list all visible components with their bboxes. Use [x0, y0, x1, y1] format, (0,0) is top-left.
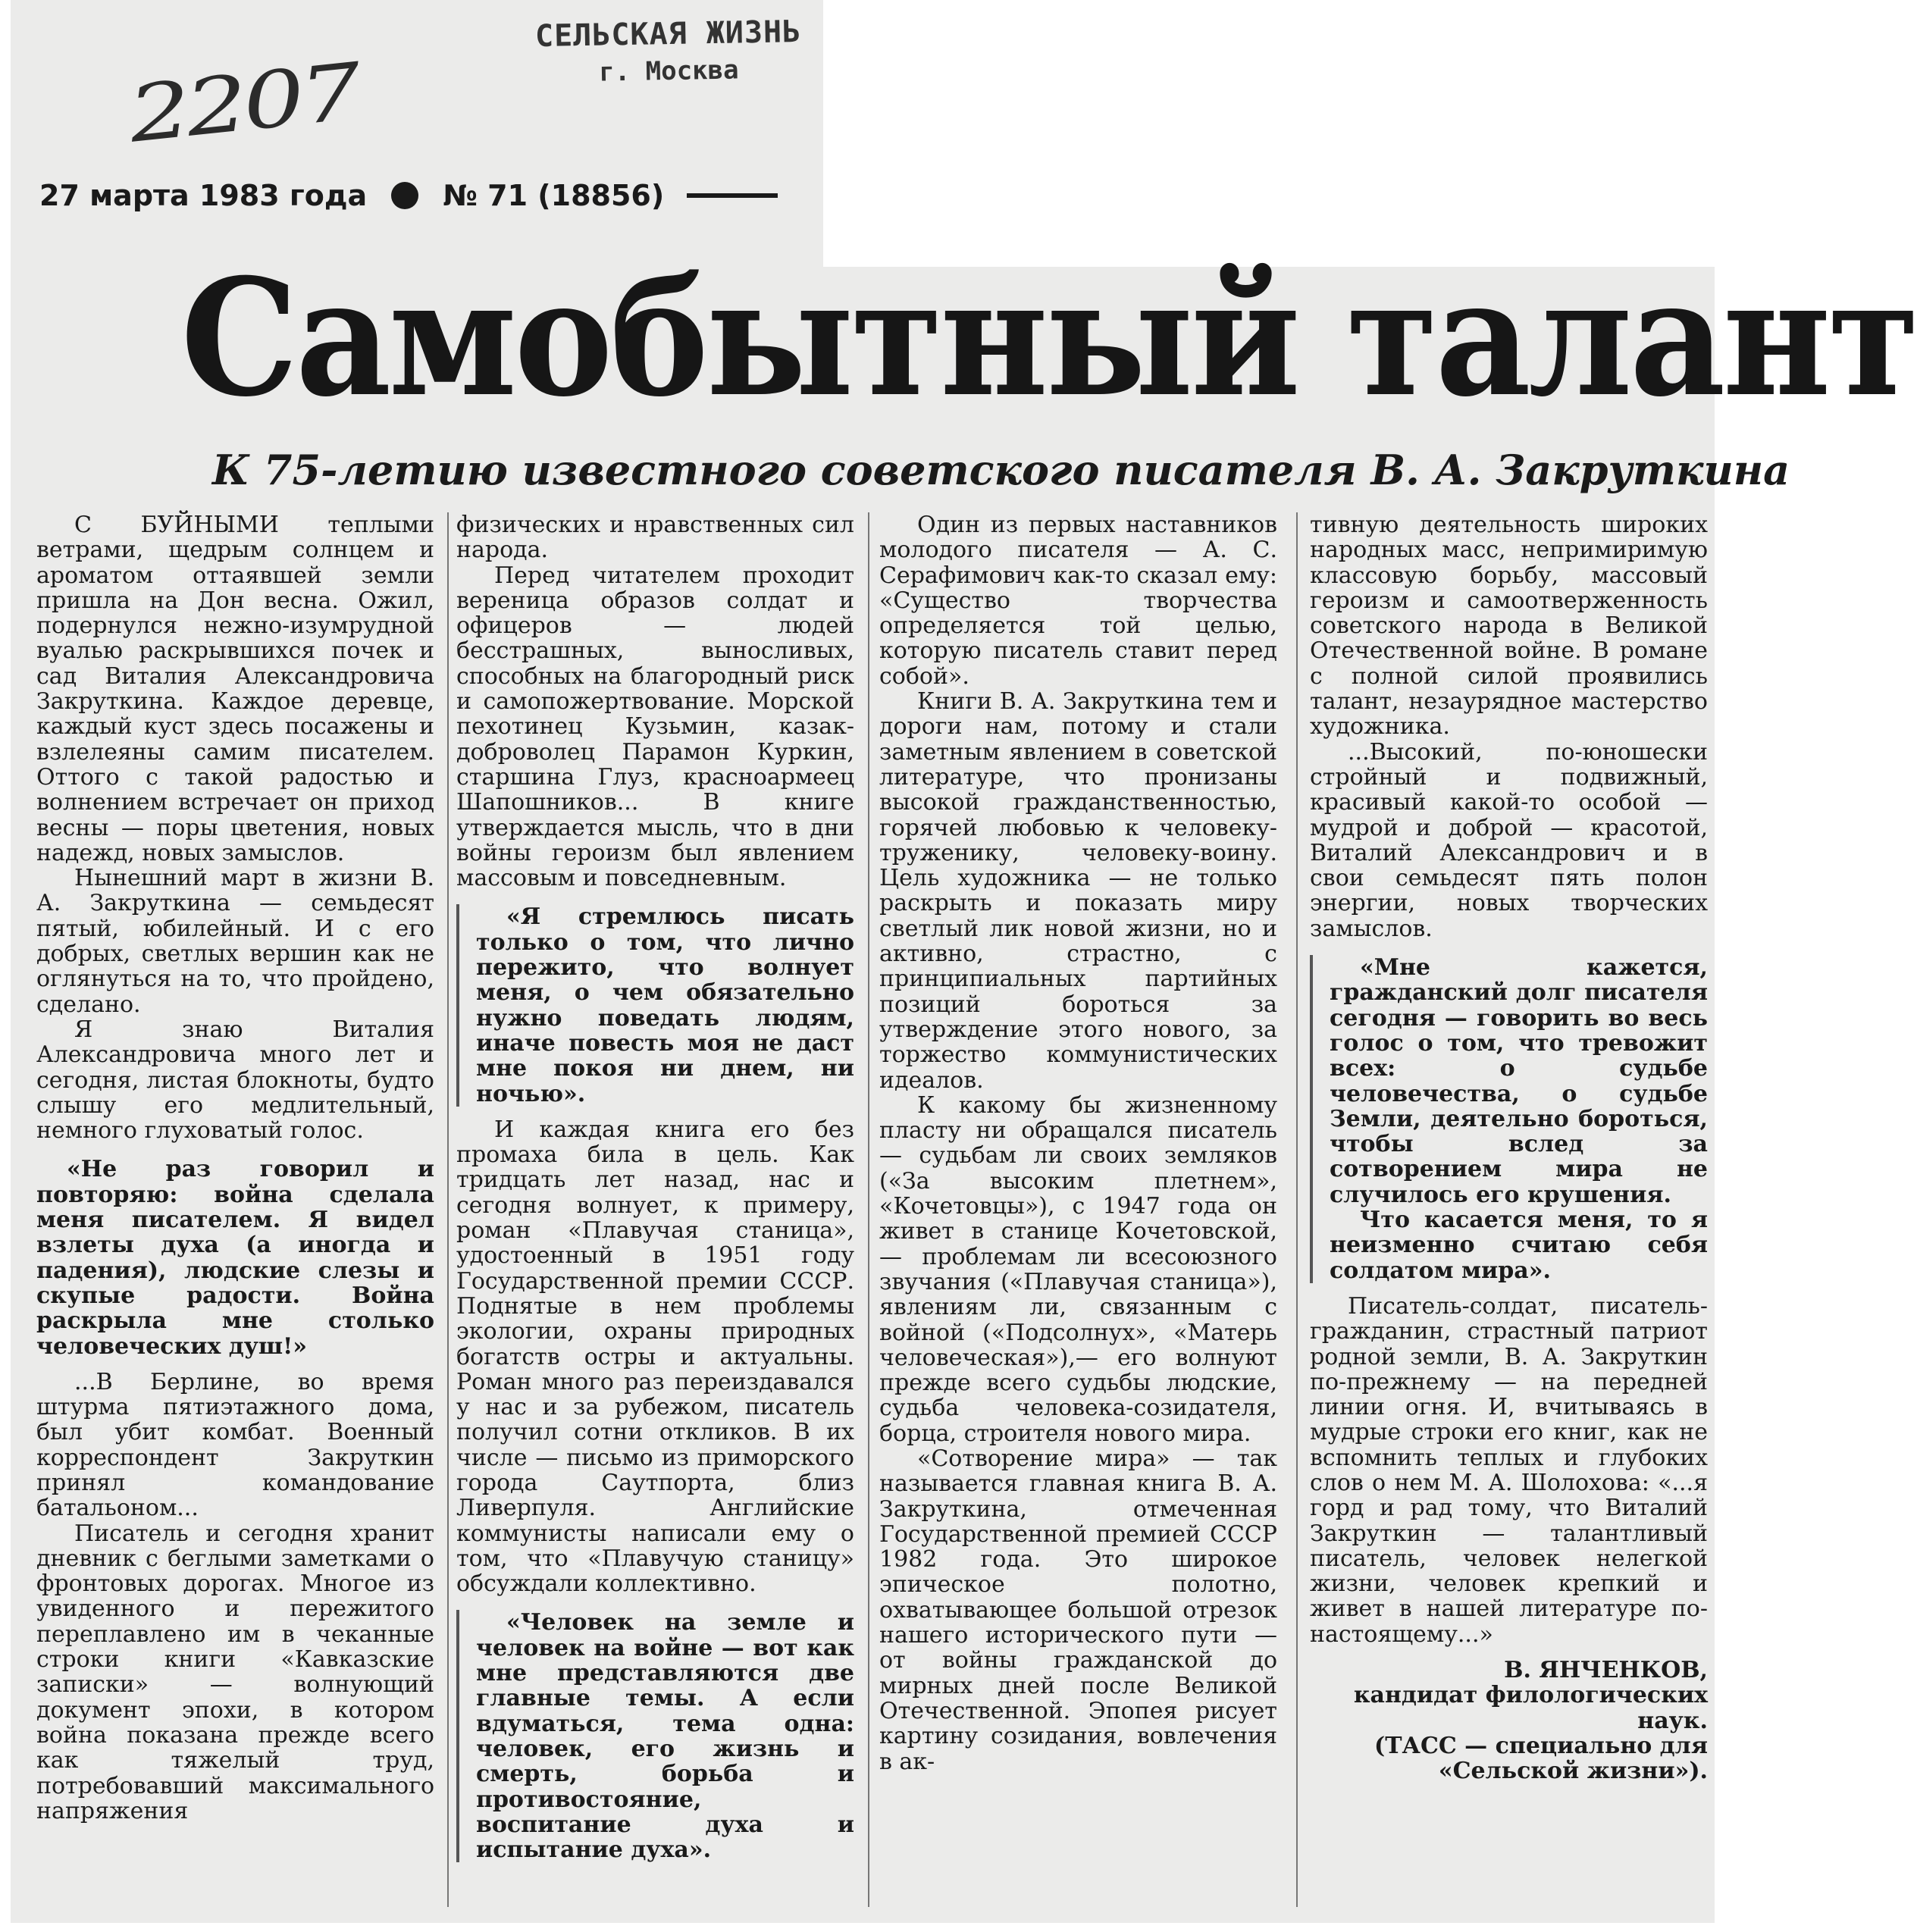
paragraph: тивную деятельность широких народных масс, непримиримую классовую борьбу, массовый героизм и самоотверженность советского народа в Великой Отечественной войне. В романе с полной силой проявились талант, незаурядное мастерство художника. — [1310, 512, 1708, 741]
article-column-2 — [456, 512, 854, 1873]
paragraph: Я знаю Виталия Александровича много лет и сегодня, листая блокноты, будто слышу его медлительный, немного глуховатый голос. — [36, 1016, 434, 1144]
stamp-city: г. Москва — [598, 55, 739, 88]
quote-text: «Я стремлюсь писать только о том, что лично пережито, что волнует меня, о чем обязательно нужно поведать людям, иначе повесть моя не даст мне покоя ни днем, ни ночью». — [476, 903, 854, 1107]
dateline-rule — [687, 193, 778, 198]
source-credit: (ТАСС — специально для «Сельской жизни»). — [1374, 1732, 1708, 1785]
issue-date: 27 марта 1983 года — [39, 179, 368, 212]
paragraph: Писатель и сегодня хранит дневник с беглыми заметками о фронтовых дорогах. Многое из увиденного и пережитого переплавлено им в чеканные строки книги «Кавказские записки» — волнующий документ эпохи, в котором война показана прежде всего как тяжелый труд, потребовавший максимального напряжения — [36, 1520, 434, 1824]
paragraph: К какому бы жизненному пласту ни обращался писатель — судьбам ли своих земляков («За высоким плетнем», «Кочетовцы»), с 1947 года он живет в станице Кочетовской, — проблемам ли всесоюзного звучания («Плавучая станица»), явлениям ли, связанным с войной («Подсолнух», «Матерь человеческая»),— его волнуют прежде всего судьбы людские, судьба человека-созидателя, борца, строителя нового мира. — [879, 1091, 1277, 1447]
paragraph: «Сотворение мира» — так называется главная книга В. А. Закруткина, отмеченная Государственной премией СССР 1982 года. Это широкое эпическое полотно, охватывающее большой отрезок нашего исторического пути — от войны гражданской до мирных дней после Великой Отечественной. Эпопея рисует картину созидания, вовлечения в ак- — [879, 1445, 1277, 1775]
bullet-dot-icon — [391, 182, 418, 209]
pull-quote — [1310, 955, 1708, 1283]
article-column-1 — [36, 512, 434, 1824]
paragraph: Книги В. А. Закруткина тем и дороги нам, потому и стали заметным явлением в советской литературе, что пронизаны высокой гражданственностью, горячей любовью к человеку-труженику, человеку-воину. Цель художника — не только раскрыть и показать миру светлый лик новой жизни, но и активно, страстно, с принципиальных партийных позиций бороться за утверждение этого нового, за торжество коммунистических идеалов. — [879, 688, 1277, 1094]
newspaper-stamp — [509, 14, 829, 89]
pull-quote — [36, 1157, 434, 1358]
author-name: В. ЯНЧЕНКОВ, — [1504, 1657, 1708, 1684]
paragraph: С БУЙНЫМИ теплыми ветрами, щедрым солнцем и ароматом оттаявшей земли пришла на Дон весна. Ожил, подернулся нежно-изумрудной вуалью раскрывшихся почек и сад Виталия Александровича Закруткина. Каждое деревце, каждый куст здесь посажены и взлелеяны самим писателем. Оттого с такой радостью и волнением встречает он приход весны — поры цветения, новых надежд, новых замыслов. — [36, 512, 434, 866]
paragraph: Перед читателем проходит вереница образов солдат и офицеров — людей бесстрашных, выносливых, способных на благородный риск и самопожертвование. Морской пехотинец Кузьмин, казак-доброволец Парамон Куркин, старшина Глуз, красноармеец Шапошников... В книге утверждается мысль, что в дни войны героизм был явлением массовым и повседневным. — [456, 562, 854, 892]
quote-text: Что касается меня, то я неизменно считаю себя солдатом мира». — [1330, 1207, 1708, 1284]
subheadline: К 75-летию известного советского писателя В. А. Закруткина — [212, 446, 1790, 494]
quote-text: «Человек на земле и человек на войне — вот как мне представляются две главные темы. А если вдуматься, тема одна: человек, его жизнь и смерть, борьба и противостояние, воспитание духа и испытание духа». — [476, 1609, 854, 1864]
issue-number: № 71 (18856) — [443, 179, 665, 212]
article-column-3 — [879, 512, 1277, 1774]
paragraph: И каждая книга его без промаха била в цель. Как тридцать лет назад, нас и сегодня волнует, к примеру, роман «Плавучая станица», удостоенный в 1951 году Государственной премии СССР. Поднятые в нем проблемы экологии, охраны природных богатств остры и актуальны. Роман много раз переиздавался у нас и за рубежом, писатель получил сотни откликов. В их числе — письмо из приморского города Саутпорта, близ Ливерпуля. Английские коммунисты написали ему о том, что «Плавучую станицу» обсуждали коллективно. — [456, 1116, 854, 1598]
headline: Самобытный талант — [180, 243, 1917, 432]
quote-text: «Не раз говорил и повторяю: война сделала меня писателем. Я видел взлеты духа (а иногда и падения), людские слезы и скупые радости. Война раскрыла мне столько человеческих душ!» — [36, 1156, 434, 1360]
paragraph: Нынешний март в жизни В. А. Закруткина — семьдесят пятый, юбилейный. И с его добрых, светлых вершин как не оглянуться на то, что пройдено, сделано. — [36, 865, 434, 1018]
handwritten-number: 2207 — [124, 46, 362, 161]
column-divider — [1296, 512, 1298, 1907]
dateline — [39, 179, 778, 212]
article-column-4 — [1310, 512, 1708, 1784]
paragraph: ...Высокий, по-юношески стройный и подвижный, красивый какой-то особой — мудрой и доброй — красотой, Виталий Александрович и в свои семьдесят пять полон энергии, новых творческих замыслов. — [1310, 738, 1708, 942]
column-divider — [868, 512, 869, 1907]
paragraph: физических и нравственных сил народа. — [456, 512, 854, 564]
paragraph: Писатель-солдат, писатель-гражданин, страстный патриот родной земли, В. А. Закруткин по-прежнему — на передней линии огня. И, вчитываясь в мудрые строки его книг, как не вспомнить теплых и глубоких слов о нем М. А. Шолохова: «...я горд и рад тому, что Виталий Закруткин — талантливый писатель, человек нелегкой жизни, человек крепкий и живет в нашей литературе по-настоящему...» — [1310, 1292, 1708, 1648]
stamp-title: СЕЛЬСКАЯ ЖИЗНЬ — [534, 14, 802, 55]
pull-quote — [456, 1610, 854, 1862]
column-divider — [447, 512, 449, 1907]
paragraph: Один из первых наставников молодого писателя — А. С. Серафимович как-то сказал ему: «Существо творчества определяется той целью, которую писатель ставит перед собой». — [879, 512, 1277, 690]
author-title: кандидат филологических наук. — [1353, 1682, 1708, 1734]
pull-quote — [456, 904, 854, 1106]
quote-text: «Мне кажется, гражданский долг писателя сегодня — говорить во весь голос о том, что тревожит всех: о судьбе человечества, о судьбе Земли, деятельно бороться, чтобы вслед за сотворением мира не случилось его крушения. — [1330, 954, 1708, 1208]
paragraph: ...В Берлине, во время штурма пятиэтажного дома, был убит комбат. Военный корреспондент Закруткин принял командование батальоном... — [36, 1368, 434, 1522]
